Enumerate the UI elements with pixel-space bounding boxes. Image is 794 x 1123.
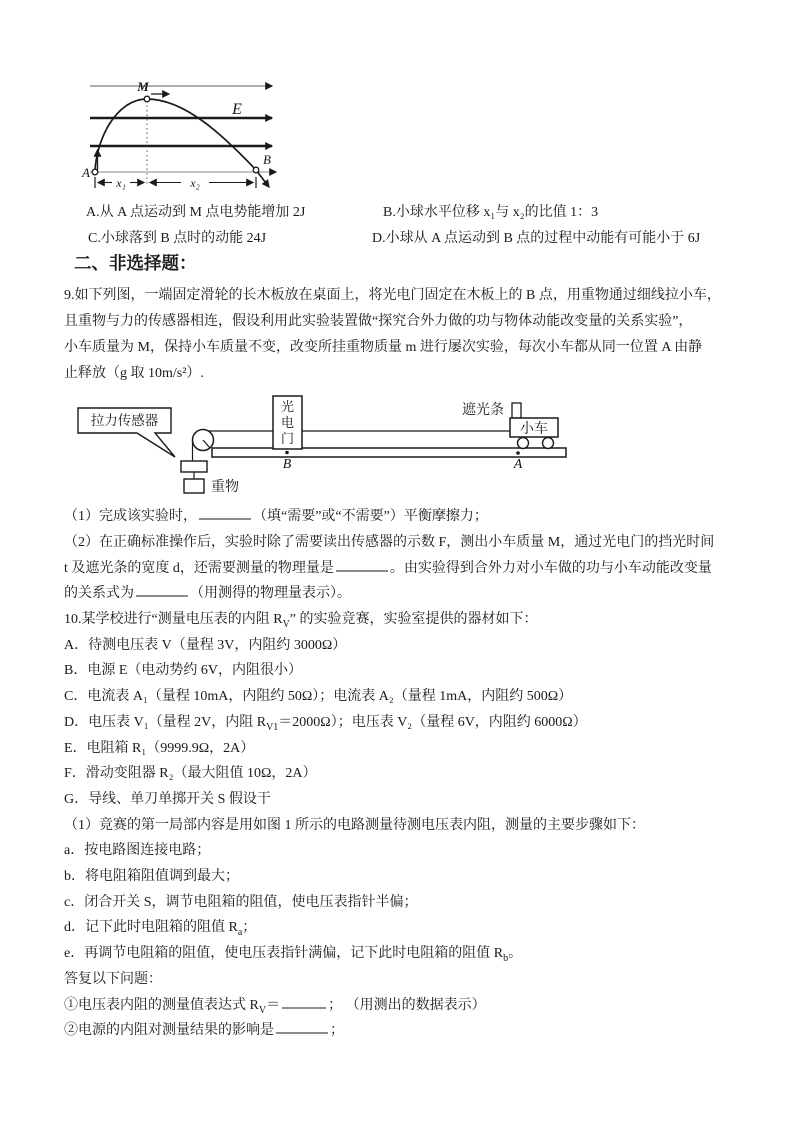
q10-step-e-pre: e．再调节电阻箱的阻值，使电压表指针满偏，记下此时电阻箱的阻值 R bbox=[64, 946, 504, 962]
q10-item-a: A．待测电压表 V（量程 3V，内阻约 3000Ω） bbox=[64, 637, 347, 653]
answer-blank bbox=[136, 584, 188, 597]
q9-line-4: 止释放（g 取 10m/s²）. bbox=[64, 366, 204, 381]
option-d: D.小球从 A 点运动到 B 点的过程中动能有可能小于 6J bbox=[372, 231, 701, 246]
label-x2: x₂ bbox=[190, 176, 200, 190]
weight-box bbox=[184, 479, 204, 493]
point-b-marker bbox=[253, 167, 259, 173]
q10-step-d bbox=[64, 915, 645, 941]
point-a-marker bbox=[92, 169, 98, 175]
label-m: M bbox=[137, 79, 149, 94]
q10-step-c: c．闭合开关 S，调节电阻箱的阻值，使电压表指针半偏； bbox=[64, 894, 418, 910]
q10-item-b: B．电源 E（电动势约 6V，内阻很小） bbox=[64, 663, 302, 679]
answer-blank bbox=[276, 1021, 328, 1034]
question-9-subquestions bbox=[64, 504, 714, 607]
q10-step-e-sub: b bbox=[503, 952, 509, 964]
q10-qa1 bbox=[64, 993, 645, 1019]
point-b-dot bbox=[285, 451, 289, 455]
q10-qa1-post: ； （用测出的数据表示） bbox=[328, 997, 486, 1013]
q10-step-a: a．按电路图连接电路； bbox=[64, 843, 211, 859]
q9-line-1: 9.如下列图，一端固定滑轮的长木板放在桌面上，将光电门固定在木板上的 B 点，用重物通过细线拉小车， bbox=[64, 288, 721, 303]
q10-qa1-pre: ①电压表内阻的测量值表达式 R bbox=[64, 997, 259, 1013]
q10-item-d-sub: V1 bbox=[266, 721, 279, 733]
photogate-char-3: 门 bbox=[280, 431, 295, 446]
label-b: B bbox=[263, 152, 271, 167]
point-a-label: A bbox=[513, 457, 523, 472]
section-title: 二、非选择题： bbox=[74, 253, 197, 273]
q9-sub2-line2 bbox=[64, 556, 714, 582]
photogate-char-1: 光 bbox=[280, 399, 295, 414]
point-a-dot bbox=[516, 451, 520, 455]
trajectory-path bbox=[95, 99, 269, 187]
weight-label: 重物 bbox=[211, 480, 239, 495]
q10-part1: （1）竞赛的第一局部内容是用如图 1 所示的电路测量待测电压表内阻，测量的主要步骤如下： bbox=[64, 817, 645, 833]
q10-item-d bbox=[64, 710, 645, 736]
q10-intro bbox=[64, 607, 645, 633]
q9-sub2-line1: （2）在正确标准操作后，实验时除了需要读出传感器的示数 F，测出小车质量 M，通过光电门的挡光时间 bbox=[64, 534, 715, 550]
cart-wheel-left bbox=[518, 438, 529, 449]
q10-step-e bbox=[64, 941, 645, 967]
q10-qa2-pre: ②电源的内阻对测量结果的影响是 bbox=[64, 1023, 274, 1039]
answer-blank bbox=[199, 507, 251, 520]
q10-qa2 bbox=[64, 1018, 645, 1044]
q10-item-c: C．电流表 A₁（量程 10mA，内阻约 50Ω）；电流表 A₂（量程 1mA，内阻约 500Ω） bbox=[64, 689, 573, 705]
q10-intro-post: ” 的实验竞赛，实验室提供的器材如下： bbox=[289, 612, 538, 627]
option-c: C.小球落到 B 点时的动能 24J bbox=[88, 231, 267, 246]
q9-line-3: 小车质量为 M，保持小车质量不变，改变所挂重物质量 m 进行屡次实验，每次小车都从同一位置 A 由静 bbox=[64, 340, 703, 355]
q9-sub2-post: 。由实验得到合外力对小车做的功与小车动能改变量 bbox=[389, 560, 712, 576]
q10-step-d-post: ； bbox=[242, 920, 257, 936]
label-a: A bbox=[82, 165, 90, 180]
question-10 bbox=[64, 607, 645, 1044]
q9-sub1 bbox=[64, 504, 714, 530]
q10-intro-sub: V bbox=[282, 618, 290, 630]
label-x1: x₁ bbox=[116, 176, 126, 190]
cart-label: 小车 bbox=[520, 422, 548, 437]
answer-blank bbox=[336, 559, 388, 572]
figure-apparatus-diagram bbox=[75, 393, 580, 503]
shutter-strip bbox=[512, 403, 521, 418]
q9-sub1-post: （填“需要”或“不需要”）平衡摩擦力； bbox=[253, 509, 488, 524]
q10-item-d-post: ＝2000Ω）；电压表 V₂（量程 6V，内阻约 6000Ω） bbox=[278, 714, 587, 730]
q10-item-d-pre: D．电压表 V₁（量程 2V，内阻 R bbox=[64, 714, 267, 730]
force-sensor-box bbox=[181, 461, 207, 472]
track-board bbox=[212, 448, 566, 457]
label-e: E bbox=[232, 101, 242, 118]
q10-qa2-post: ； bbox=[330, 1023, 344, 1039]
cart-wheel-right bbox=[543, 438, 554, 449]
strip-label: 遮光条 bbox=[462, 403, 504, 418]
q10-qa1-sub: V bbox=[258, 1004, 267, 1016]
q9-sub2-line3 bbox=[64, 581, 714, 607]
q9-sub3-post: （用测得的物理量表示）。 bbox=[190, 586, 351, 602]
q10-step-e-post: 。 bbox=[508, 946, 523, 962]
q9-sub3-pre: 的关系式为 bbox=[64, 586, 134, 602]
q9-sub2-pre: t 及遮光条的宽度 d，还需要测量的物理量是 bbox=[64, 560, 334, 576]
answer-blank bbox=[282, 996, 326, 1009]
question-9-stem bbox=[64, 283, 721, 387]
q9-line-2: 且重物与力的传感器相连，假设利用此实验装置做“探究合外力做的功与物体动能改变量的关系实验”， bbox=[64, 314, 693, 329]
q10-step-d-pre: d．记下此时电阻箱的阻值 R bbox=[64, 920, 238, 936]
figure-projectile-diagram bbox=[60, 70, 300, 200]
photogate-char-2: 电 bbox=[280, 415, 295, 430]
q10-item-e: E．电阻箱 R₁（9999.9Ω，2A） bbox=[64, 740, 255, 756]
q10-qa1-mid: ＝ bbox=[266, 997, 281, 1013]
q9-sub1-pre: （1）完成该实验时， bbox=[64, 509, 197, 524]
sensor-callout-label: 拉力传感器 bbox=[90, 413, 159, 428]
q10-item-g: G．导线、单刀单掷开关 S 假设干 bbox=[64, 791, 271, 807]
q10-step-b: b．将电阻箱阻值调到最大； bbox=[64, 869, 239, 885]
q10-answer-prompt: 答复以下问题： bbox=[64, 971, 162, 987]
point-m-marker bbox=[144, 96, 150, 102]
q10-intro-pre: 10.某学校进行“测量电压表的内阻 R bbox=[64, 612, 283, 627]
option-b: B.小球水平位移 x₁与 x₂的比值 1：3 bbox=[383, 205, 599, 220]
option-a: A.从 A 点运动到 M 点电势能增加 2J bbox=[86, 205, 306, 220]
q10-step-d-sub: a bbox=[237, 927, 243, 939]
point-b-label: B bbox=[282, 457, 292, 472]
q10-item-f: F．滑动变阻器 R₂（最大阻值 10Ω，2A） bbox=[64, 766, 317, 782]
